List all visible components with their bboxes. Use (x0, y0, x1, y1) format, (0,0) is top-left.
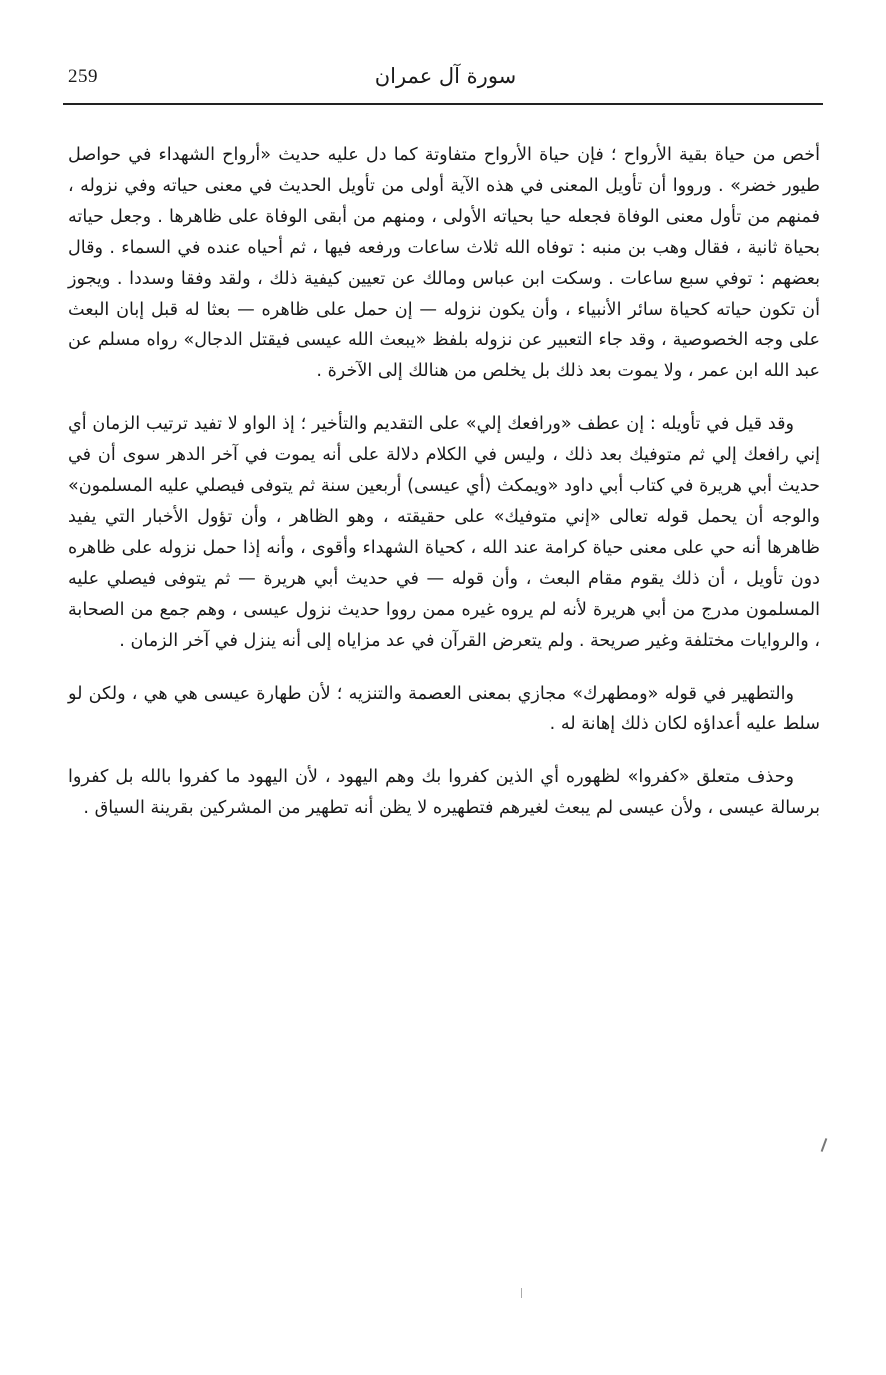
header-rule (63, 103, 823, 105)
page-header (68, 62, 823, 102)
paragraph-1: أخص من حياة بقية الأرواح ؛ فإن حياة الأرواح متفاوتة كما دل عليه حديث «أرواح الشهداء في حواصل طيور خضر» . ورووا أن تأويل المعنى في هذه الآية أولى من تأويل الحديث في معنى حياته وفي نزوله ، فمنهم من تأول معنى الوفاة فجعله حيا بحياته الأولى ، ومنهم من أبقى الوفاة على ظاهرها . وجعل حياته بحياة ثانية ، فقال وهب بن منبه : توفاه الله ثلاث ساعات ورفعه فيها ، ثم أحياه عنده في السماء . وقال بعضهم : توفي سبع ساعات . وسكت ابن عباس ومالك عن تعيين كيفية ذلك ، ولقد وفقا وسددا . ويجوز أن تكون حياته كحياة سائر الأنبياء ، وأن يكون نزوله — إن حمل على ظاهره — بعثا له قبل إبان البعث على وجه الخصوصية ، وقد جاء التعبير عن نزوله بلفظ «يبعث الله عيسى فيقتل الدجال» رواه مسلم عن عبد الله ابن عمر ، ولا يموت بعد ذلك بل يخلص من هنالك إلى الآخرة . (68, 145, 820, 382)
paragraph-4: وحذف متعلق «كفروا» لظهوره أي الذين كفروا بك وهم اليهود ، لأن اليهود ما كفروا بالله بل كفروا برسالة عيسى ، ولأن عيسى لم يبعث لغيرهم فتطهيره لا يظن أنه تطهير من المشركين بقرينة السياق . (68, 767, 820, 819)
scan-mark (521, 1288, 522, 1298)
paragraph-2: وقد قيل في تأويله : إن عطف «ورافعك إلي» على التقديم والتأخير ؛ إذ الواو لا تفيد ترتيب الزمان أي إني رافعك إلي ثم متوفيك بعد ذلك ، وليس في الكلام دلالة على أنه يموت في آخر الدهر سوى أن في حديث أبي هريرة في كتاب أبي داود «ويمكث (أي عيسى) أربعين سنة ثم يتوفى فيصلي عليه المسلمون» والوجه أن يحمل قوله تعالى «إني متوفيك» على حقيقته ، وهو الظاهر ، وأن تؤول الأخبار التي يفيد ظاهرها أنه حي على معنى حياة كرامة عند الله ، كحياة الشهداء وأقوى ، وأنه إذا حمل نزوله على ظاهره دون تأويل ، أن ذلك يقوم مقام البعث ، وأن قوله — في حديث أبي هريرة — ثم يتوفى فيصلي عليه المسلمون مدرج من أبي هريرة لأنه لم يروه غيره ممن رووا حديث نزول عيسى ، وهم جمع من الصحابة ، والروايات مختلفة وغير صريحة . ولم يتعرض القرآن في عد مزاياه إلى أنه ينزل في آخر الزمان . (68, 414, 820, 651)
scan-mark (821, 1138, 828, 1152)
running-title: سورة آل عمران (374, 64, 517, 88)
paragraph-3: والتطهير في قوله «ومطهرك» مجازي بمعنى العصمة والتنزيه ؛ لأن طهارة عيسى هي هي ، ولكن لو سلط عليه أعداؤه لكان ذلك إهانة له . (68, 683, 820, 735)
body-text (68, 140, 820, 824)
page-number: 259 (68, 66, 98, 87)
